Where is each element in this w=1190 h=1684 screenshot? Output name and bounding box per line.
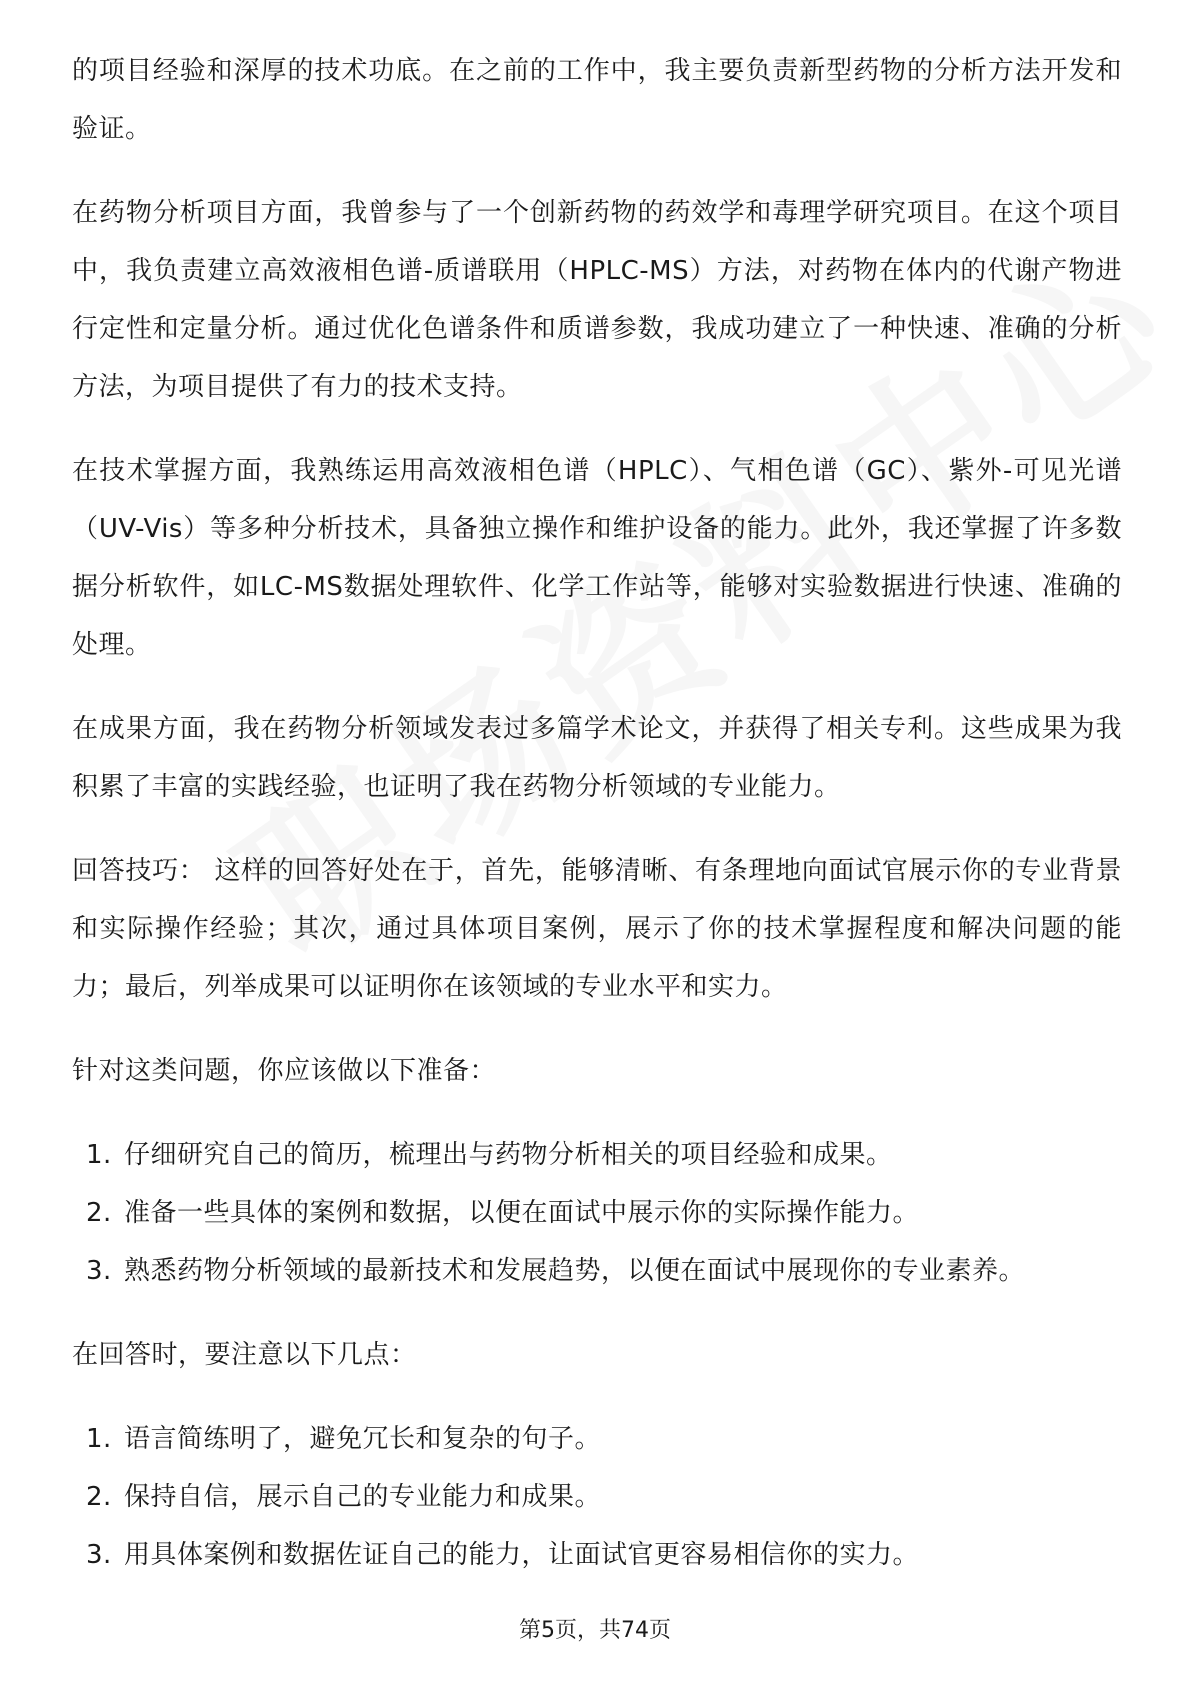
list-item-text: 用具体案例和数据佐证自己的能力，让面试官更容易相信你的实力。	[124, 1540, 920, 1570]
list-item-number: 2.	[86, 1198, 112, 1228]
list-item	[72, 1410, 1122, 1468]
list-item-number: 1.	[86, 1424, 112, 1454]
list-item-text: 仔细研究自己的简历，梳理出与药物分析相关的项目经验和成果。	[124, 1140, 893, 1170]
paragraph-intro-continuation: 的项目经验和深厚的技术功底。在之前的工作中，我主要负责新型药物的分析方法开发和验证。	[72, 56, 1122, 144]
list-item-number: 2.	[86, 1482, 112, 1512]
list-item	[72, 1526, 1122, 1584]
list-item	[72, 1184, 1122, 1242]
list-item	[72, 1468, 1122, 1526]
list-item-number: 3.	[86, 1540, 112, 1570]
list-item-text: 准备一些具体的案例和数据，以便在面试中展示你的实际操作能力。	[124, 1198, 920, 1228]
paragraph-achievements: 在成果方面，我在药物分析领域发表过多篇学术论文，并获得了相关专利。这些成果为我积累了丰富的实践经验，也证明了我在药物分析领域的专业能力。	[72, 714, 1122, 802]
list-item	[72, 1126, 1122, 1184]
paragraph-notes-intro: 在回答时，要注意以下几点：	[72, 1340, 417, 1370]
list-item-text: 语言简练明了，避免冗长和复杂的句子。	[124, 1424, 602, 1454]
preparation-list	[72, 1126, 1122, 1300]
page-number-footer: 第5页，共74页	[519, 1618, 671, 1643]
paragraph-preparation-intro: 针对这类问题，你应该做以下准备：	[72, 1056, 497, 1086]
paragraph-answer-tips: 回答技巧： 这样的回答好处在于，首先，能够清晰、有条理地向面试官展示你的专业背景和实际操作经验；其次，通过具体项目案例，展示了你的技术掌握程度和解决问题的能力；最后，列举成果可以证明你在该领域的专业水平和实力。	[72, 856, 1122, 1002]
list-item-number: 3.	[86, 1256, 112, 1286]
list-item-text: 保持自信，展示自己的专业能力和成果。	[124, 1482, 602, 1512]
notes-list	[72, 1410, 1122, 1584]
list-item-number: 1.	[86, 1140, 112, 1170]
list-item-text: 熟悉药物分析领域的最新技术和发展趋势，以便在面试中展现你的专业素养。	[124, 1256, 1026, 1286]
document-body	[72, 42, 1122, 1610]
paragraph-technical-skills: 在技术掌握方面，我熟练运用高效液相色谱（HPLC）、气相色谱（GC）、紫外-可见光谱（UV-Vis）等多种分析技术，具备独立操作和维护设备的能力。此外，我还掌握了许多数据分析软件，如LC-MS数据处理软件、化学工作站等，能够对实验数据进行快速、准确的处理。	[72, 456, 1122, 660]
paragraph-project-experience: 在药物分析项目方面，我曾参与了一个创新药物的药效学和毒理学研究项目。在这个项目中，我负责建立高效液相色谱-质谱联用（HPLC-MS）方法，对药物在体内的代谢产物进行定性和定量分析。通过优化色谱条件和质谱参数，我成功建立了一种快速、准确的分析方法，为项目提供了有力的技术支持。	[72, 198, 1122, 402]
list-item	[72, 1242, 1122, 1300]
